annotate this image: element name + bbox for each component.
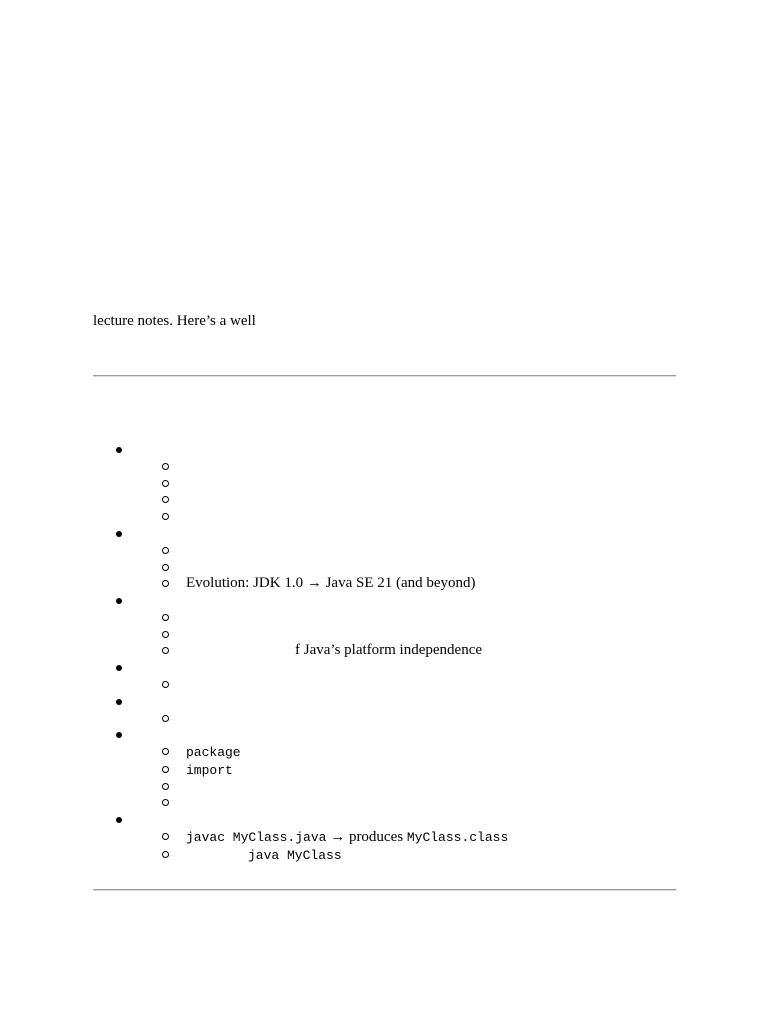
import-keyword: import bbox=[186, 763, 233, 778]
intro-text: lecture notes. Here’s a well bbox=[93, 313, 256, 329]
sub-bullet-6-4 bbox=[162, 799, 169, 806]
bullet-5 bbox=[116, 699, 122, 705]
sub-bullet-6-1 bbox=[162, 748, 169, 755]
bullet-4 bbox=[116, 665, 122, 671]
bullet-7 bbox=[116, 817, 122, 823]
bullet-6 bbox=[116, 732, 122, 738]
sub-bullet-1-3 bbox=[162, 496, 169, 503]
javac-command: javac MyClass.java bbox=[186, 830, 327, 845]
bullet-2 bbox=[116, 531, 122, 537]
bullet-3 bbox=[116, 598, 122, 604]
sub-bullet-4-1 bbox=[162, 681, 169, 688]
sub-bullet-3-1 bbox=[162, 614, 169, 621]
sub-bullet-1-2 bbox=[162, 480, 169, 487]
produces-text: → produces bbox=[326, 829, 407, 845]
sub-bullet-1-1 bbox=[162, 463, 169, 470]
sub-bullet-2-2 bbox=[162, 564, 169, 571]
sub-bullet-6-3 bbox=[162, 783, 169, 790]
platform-independence-text: f Java’s platform independence bbox=[295, 642, 483, 658]
sub-bullet-1-4 bbox=[162, 513, 169, 520]
sub-bullet-2-1 bbox=[162, 547, 169, 554]
horizontal-rule-top bbox=[93, 375, 676, 377]
evolution-text: Evolution: JDK 1.0 → Java SE 21 (and beyond) bbox=[186, 575, 476, 591]
horizontal-rule-bottom bbox=[93, 889, 676, 891]
sub-bullet-3-2 bbox=[162, 631, 169, 638]
sub-bullet-2-3 bbox=[162, 580, 169, 587]
package-keyword: package bbox=[186, 745, 241, 760]
class-file-name: MyClass.class bbox=[406, 830, 509, 845]
sub-bullet-7-1 bbox=[162, 833, 169, 840]
java-run-command: java MyClass bbox=[248, 848, 342, 863]
sub-bullet-5-1 bbox=[162, 715, 169, 722]
sub-bullet-7-2 bbox=[162, 851, 169, 858]
bullet-1 bbox=[116, 447, 122, 453]
sub-bullet-3-3 bbox=[162, 647, 169, 654]
compile-line bbox=[186, 829, 508, 846]
sub-bullet-6-2 bbox=[162, 766, 169, 773]
